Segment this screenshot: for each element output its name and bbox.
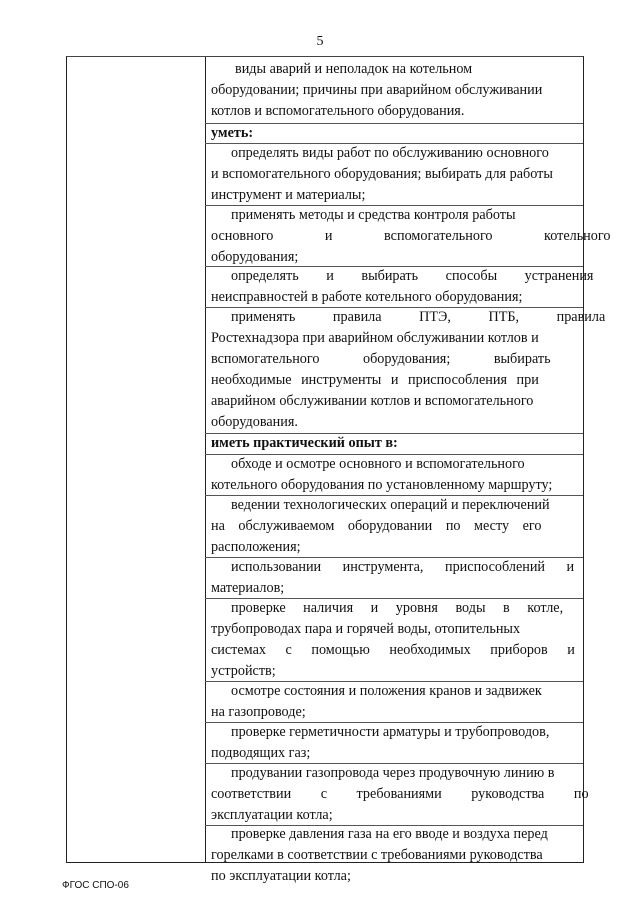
text-line: на обслуживаемом оборудовании по месту его	[211, 518, 542, 534]
text-line: определять и выбирать способы устранения	[231, 268, 594, 284]
text-line: системах с помощью необходимых приборов и	[211, 642, 575, 658]
text-line: ведении технологических операций и переключений	[231, 497, 550, 513]
paragraph-tools	[211, 557, 577, 599]
text-line: инструмент и материалы;	[211, 187, 366, 203]
text-line: расположения;	[211, 539, 301, 555]
text-line: осмотре состояния и положения кранов и задвижек	[231, 683, 542, 699]
text-line: основного и вспомогательного котельного	[211, 228, 611, 244]
text-line: неисправностей в работе котельного оборудования;	[211, 289, 523, 305]
paragraph-water-level	[211, 598, 577, 682]
text-line: оборудовании; причины при аварийном обслуживании	[211, 82, 543, 98]
table-left-column	[67, 57, 206, 862]
paragraph-valves	[211, 681, 577, 723]
text-line: горелками в соответствии с требованиями руководства	[211, 847, 543, 863]
text-line: устройств;	[211, 663, 276, 679]
text-line: определять виды работ по обслуживанию основного	[231, 145, 549, 161]
text-line: вспомогательного оборудования; выбирать	[211, 351, 551, 367]
text-line: эксплуатации котла;	[211, 807, 333, 823]
footer-label: ФГОС СПО-06	[62, 880, 129, 891]
text-line: применять методы и средства контроля работы	[231, 207, 516, 223]
text-line: применять правила ПТЭ, ПТБ, правила	[231, 309, 606, 325]
paragraph-failures	[211, 59, 577, 122]
text-line: виды аварий и неполадок на котельном	[235, 61, 473, 77]
text-line: проверке наличия и уровня воды в котле,	[231, 600, 564, 616]
text-line: проверке герметичности арматуры и трубопроводов,	[231, 724, 550, 740]
paragraph-control-methods	[211, 205, 611, 268]
text-line: продувании газопровода через продувочную линию в	[231, 765, 555, 781]
text-line: подводящих газ;	[211, 745, 311, 761]
heading-practical-experience: иметь практический опыт в:	[211, 435, 398, 451]
table-right-column	[205, 57, 611, 884]
text-line: по эксплуатации котла;	[211, 868, 351, 884]
paragraph-define-works	[211, 143, 577, 206]
text-line: оборудования;	[211, 249, 299, 265]
text-line: необходимые инструменты и приспособления при	[211, 372, 539, 388]
paragraph-rules	[211, 307, 606, 433]
paragraph-troubleshooting	[211, 266, 594, 308]
paragraph-gas-pressure	[211, 824, 577, 887]
paragraph-operations	[211, 495, 577, 558]
text-line: использовании инструмента, приспособлений и	[231, 559, 575, 575]
text-line: котельного оборудования по установленному маршруту;	[211, 477, 553, 493]
text-line: котлов и вспомогательного оборудования.	[211, 103, 465, 119]
requirements-table	[66, 56, 611, 884]
text-line: обходе и осмотре основного и вспомогательного	[231, 456, 525, 472]
text-line: проверке давления газа на его вводе и воздуха перед	[231, 826, 548, 842]
text-line: соответствии с требованиями руководства по	[211, 786, 589, 802]
text-line: материалов;	[211, 580, 285, 596]
text-line: Ростехнадзора при аварийном обслуживании котлов и	[211, 330, 539, 346]
text-line: оборудования.	[211, 414, 298, 430]
text-line: и вспомогательного оборудования; выбирать для работы	[211, 166, 553, 182]
text-line: аварийном обслуживании котлов и вспомогательного	[211, 393, 534, 409]
paragraph-tightness	[211, 722, 577, 764]
text-line: трубопроводах пара и горячей воды, отопительных	[211, 621, 521, 637]
paragraph-purging	[211, 763, 589, 826]
page-number: 5	[316, 34, 324, 49]
text-line: на газопроводе;	[211, 704, 306, 720]
paragraph-inspection	[211, 454, 577, 496]
heading-umet: уметь:	[211, 125, 254, 141]
